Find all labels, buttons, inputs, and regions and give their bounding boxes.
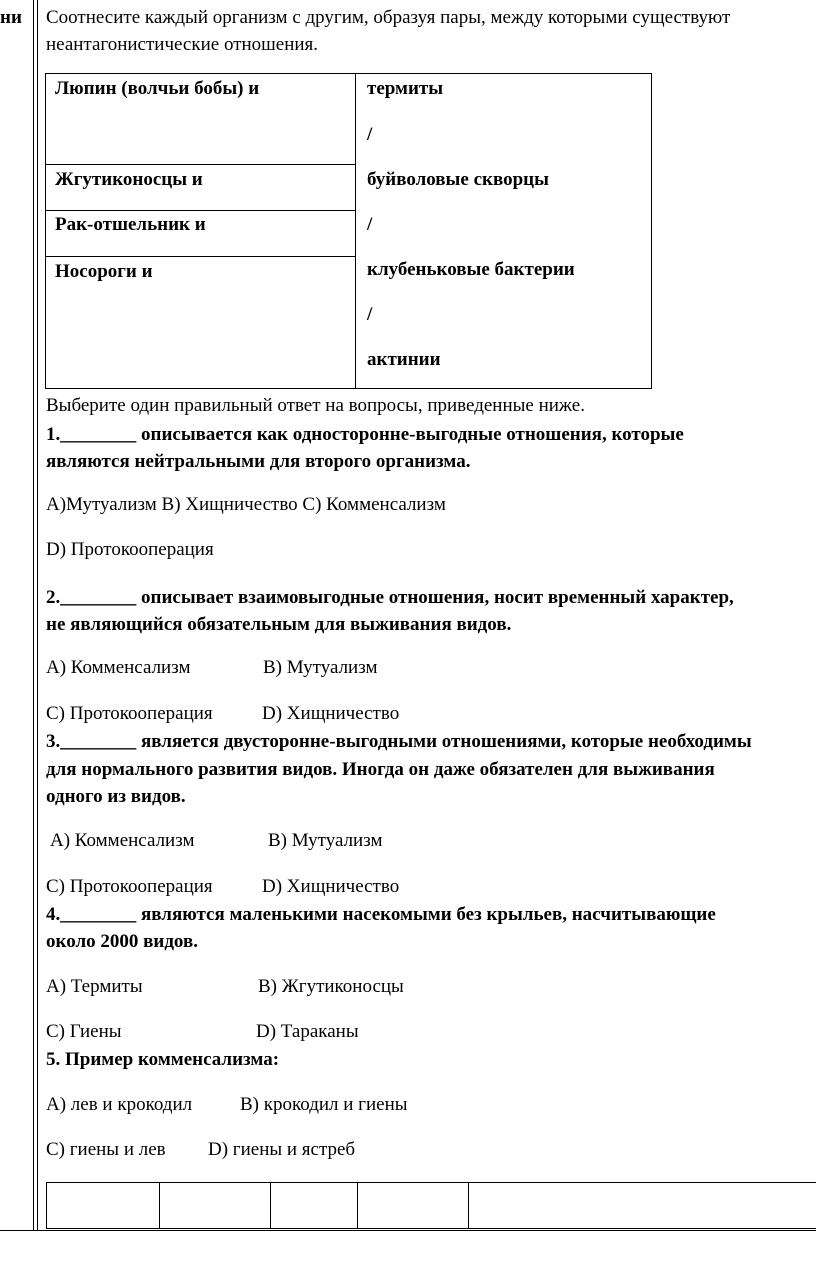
question-4-line-1: 4.________ являются маленькими насекомыми без крыльев, насчитывающие xyxy=(46,904,716,925)
question-2-option: D) Хищничество xyxy=(262,703,400,724)
question-4-option: D) Тараканы xyxy=(256,1021,359,1042)
match-left-item: Рак-отшельник и xyxy=(55,214,206,235)
question-1-option: D) Протокооперация xyxy=(46,539,214,560)
match-table-divider xyxy=(355,73,356,389)
match-table-row-line xyxy=(45,210,355,211)
answer-cell-2[interactable] xyxy=(160,1183,270,1228)
question-3-line-2: для нормального развития видов. Иногда он даже обязателен для выживания xyxy=(46,759,715,780)
question-4-line-2: около 2000 видов. xyxy=(46,931,198,952)
answer-cell-1[interactable] xyxy=(47,1183,159,1228)
match-table-row-line xyxy=(45,256,355,257)
match-right-item: / xyxy=(367,214,373,235)
question-4-option: A) Термиты xyxy=(46,976,143,997)
question-2-option: В) Мутуализм xyxy=(263,657,378,678)
match-right-item: / xyxy=(367,304,373,325)
question-3-option: В) Мутуализм xyxy=(268,830,383,851)
outer-left-border-2 xyxy=(37,0,38,1230)
answer-cell-3[interactable] xyxy=(271,1183,357,1228)
intro-line-2: неантагонистические отношения. xyxy=(46,34,319,55)
question-2-line-1: 2.________ описывает взаимовыгодные отношения, носит временный характер, xyxy=(46,587,734,608)
answer-cell-5[interactable] xyxy=(469,1183,816,1228)
answer-grid-bottom xyxy=(46,1228,816,1229)
match-table-row-line xyxy=(45,164,355,165)
question-4-option: В) Жгутиконосцы xyxy=(258,976,404,997)
question-5-option: С) гиены и лев xyxy=(46,1139,166,1160)
intro-line-1: Соотнесите каждый организм с другим, образуя пары, между которыми существуют xyxy=(46,7,731,28)
match-left-item: Носороги и xyxy=(55,261,153,282)
question-3-line-1: 3.________ является двусторонне-выгодными отношениями, которые необходимы xyxy=(46,731,752,752)
question-2-option: С) Протокооперация xyxy=(46,703,213,724)
question-1-option: A)Мутуализм В) Хищничество С) Комменсализм xyxy=(46,494,446,515)
match-right-item: клубеньковые бактерии xyxy=(367,259,575,280)
left-column-fragment: ни xyxy=(0,7,22,28)
answer-cell-4[interactable] xyxy=(358,1183,468,1228)
question-5-option: A) лев и крокодил xyxy=(46,1094,193,1115)
question-3-option: A) Комменсализм xyxy=(50,830,195,851)
question-3-option: С) Протокооперация xyxy=(46,876,213,897)
question-1-line-1: 1.________ описывается как односторонне-выгодные отношения, которые xyxy=(46,424,684,445)
match-right-item: актинии xyxy=(367,349,441,370)
question-5-option: В) крокодил и гиены xyxy=(240,1094,408,1115)
outer-bottom-border xyxy=(0,1230,816,1231)
match-left-item: Жгутиконосцы и xyxy=(55,169,203,190)
instruction-text: Выберите один правильный ответ на вопросы, приведенные ниже. xyxy=(46,395,585,416)
match-right-item: буйволовые скворцы xyxy=(367,169,549,190)
question-2-line-2: не являющийся обязательным для выживания видов. xyxy=(46,614,512,635)
match-right-item: / xyxy=(367,124,373,145)
question-3-line-3: одного из видов. xyxy=(46,786,186,807)
match-left-item: Люпин (волчьи бобы) и xyxy=(55,78,260,99)
match-right-item: термиты xyxy=(367,78,444,99)
question-5-option: D) гиены и ястреб xyxy=(208,1139,356,1160)
question-5-line-1: 5. Пример комменсализма: xyxy=(46,1049,280,1070)
question-1-line-2: являются нейтральными для второго организма. xyxy=(46,451,471,472)
question-4-option: С) Гиены xyxy=(46,1021,122,1042)
outer-left-border xyxy=(33,0,34,1230)
question-3-option: D) Хищничество xyxy=(262,876,400,897)
question-2-option: A) Комменсализм xyxy=(46,657,191,678)
